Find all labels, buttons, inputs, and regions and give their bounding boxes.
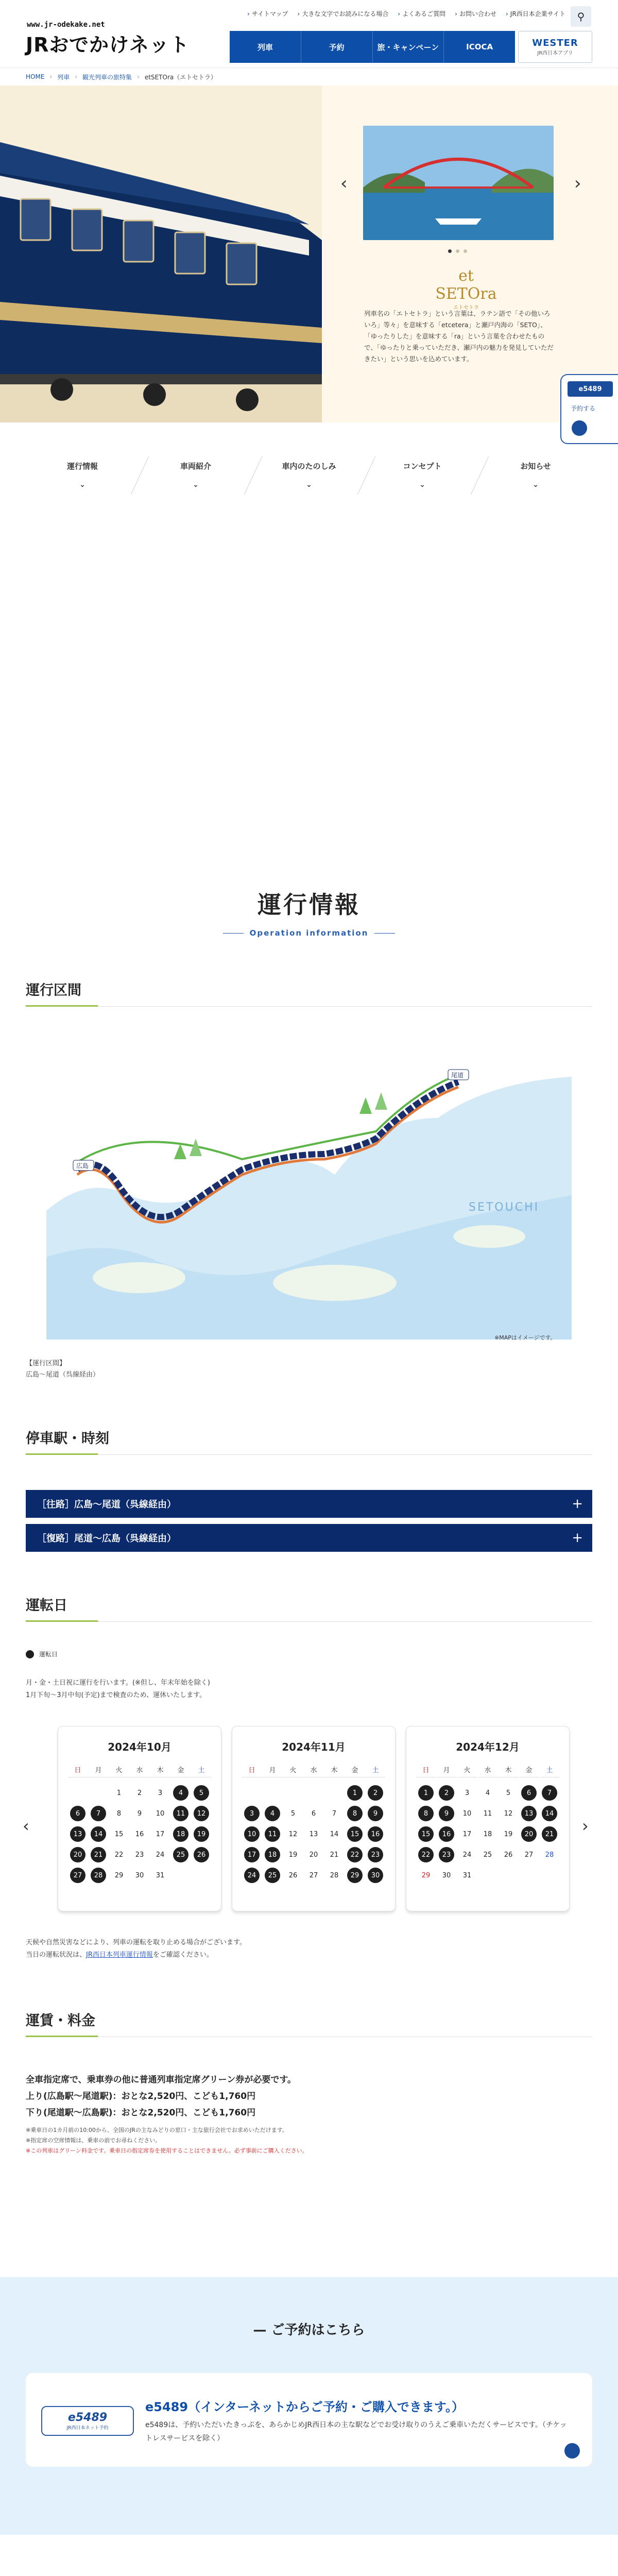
legend-dot-icon: [26, 1650, 34, 1658]
calendar-next-icon[interactable]: ›: [582, 1816, 589, 1836]
calendar-day: 20: [519, 1824, 539, 1844]
map-label-setouchi: SETOUCHI: [469, 1201, 540, 1214]
weekday-header: 水: [130, 1762, 149, 1777]
calendar-title: 2024年12月: [456, 1741, 520, 1753]
operation-info-link[interactable]: JR西日本列車運行情報: [86, 1951, 153, 1959]
calendar-day: 29: [114, 1871, 124, 1879]
calendar-day: 2: [366, 1783, 385, 1803]
calendar-day: 10: [156, 1809, 165, 1818]
calendar-day: 30: [442, 1871, 451, 1879]
weekday-header: 水: [304, 1762, 323, 1777]
calendar-blank: [263, 1783, 282, 1803]
logo-url: www.jr-odekake.net: [27, 21, 105, 29]
calendar-blank: [283, 1783, 303, 1803]
hero: [0, 86, 618, 422]
nav-train[interactable]: 列車: [257, 42, 273, 52]
calendar-blank: [89, 1783, 108, 1803]
calendar-day: 14: [89, 1824, 108, 1844]
calendar-legend: [26, 1650, 58, 1658]
breadcrumb-tourist[interactable]: 観光列車の旅特集: [82, 73, 132, 81]
calendar-day: 4: [171, 1783, 191, 1803]
calendar-day: 14: [540, 1803, 559, 1824]
arrow-circle-icon: [564, 2443, 580, 2459]
calendar-day: 26: [504, 1851, 513, 1859]
wester-sub: JR西日本アプリ: [537, 50, 573, 56]
operation-section-title: [0, 886, 618, 938]
weekday-header: 木: [150, 1762, 170, 1777]
etsetora-brand-kana: エトセトラ: [453, 305, 479, 311]
days-heading: 運転日: [26, 1594, 592, 1622]
calendar-day: 25: [483, 1851, 492, 1859]
accordion-outbound[interactable]: [26, 1490, 592, 1518]
map-label-onomichi: 尾道: [451, 1072, 464, 1079]
calendar-day: 30: [135, 1871, 144, 1879]
calendar-day: 28: [545, 1851, 554, 1859]
calendar-blank: [324, 1783, 344, 1803]
anchor-concept[interactable]: [366, 453, 479, 500]
global-nav: [230, 31, 515, 63]
etsetora-brand: et SETOra: [435, 267, 497, 303]
calendar-october: [58, 1726, 221, 1911]
calendar-day: 19: [288, 1851, 298, 1859]
calendar-day: 13: [68, 1824, 88, 1844]
calendar-day: 10: [462, 1809, 472, 1818]
fare-intro: 全車指定席で、乗車券の他に普通列車指定席グリーン券が必要です。: [26, 2075, 296, 2085]
anchor-news[interactable]: [479, 453, 592, 500]
calendar-grid: [58, 1762, 221, 1886]
calendar-day: 7: [540, 1783, 559, 1803]
e5489-logo-text: e5489: [67, 2411, 108, 2424]
slider-dot[interactable]: [464, 249, 467, 253]
calendar-day: 9: [366, 1803, 385, 1824]
calendar-day: 10: [242, 1824, 262, 1844]
operation-subtitle: Operation information: [0, 928, 618, 938]
calendar-day: 27: [524, 1851, 534, 1859]
calendar-day: 23: [135, 1851, 144, 1859]
calendar-day: 25: [263, 1865, 282, 1886]
nav-reserve[interactable]: 予約: [301, 31, 372, 63]
calendar-day: 15: [114, 1830, 124, 1838]
calendar-grid: [232, 1762, 395, 1886]
calendar-blank: [304, 1783, 323, 1803]
calendar-day: 1: [345, 1783, 365, 1803]
calendar-day: 15: [416, 1824, 436, 1844]
map-caption: ※MAPはイメージです。: [494, 1334, 556, 1341]
anchor-label: 運行情報: [66, 462, 98, 471]
legend-label: 運転日: [39, 1651, 58, 1658]
etsetora-logo: [430, 267, 502, 311]
fare-heading: 運賃・料金: [26, 2009, 592, 2037]
weekday-header: 月: [263, 1762, 282, 1777]
calendar-day: 2: [437, 1783, 456, 1803]
calendar-day: 18: [171, 1824, 191, 1844]
weekday-header: 日: [242, 1762, 262, 1777]
weekday-header: 火: [283, 1762, 303, 1777]
utility-corporate[interactable]: › JR西日本企業サイト: [506, 9, 565, 18]
accordion-outbound-label: ［往路］広島～尾道（呉線経由）: [37, 1499, 176, 1510]
weekday-header: 日: [68, 1762, 88, 1777]
chevron-down-icon: ⌄: [533, 481, 539, 489]
calendar-day: 28: [89, 1865, 108, 1886]
hero-train-image: [0, 86, 322, 422]
arrow-circle-icon: [572, 420, 587, 436]
calendar-day: 24: [242, 1865, 262, 1886]
hero-description: 列車名の「エトセトラ」という言葉は、ラテン語で「その他いろいろ」等々」を意味する「etcetera」と瀬戸内海の「SETO」、「ゆったりした」を意味する「ra」という言葉を合わせたもので、「ゆったりと乗っていただき、瀬戸内の魅力を発見していただきたい」という思いを込めています。: [364, 310, 554, 363]
calendar-day: 19: [192, 1824, 211, 1844]
calendar-day: 21: [89, 1844, 108, 1865]
route-label: 【運行区間】: [26, 1360, 66, 1367]
calendar-day: 26: [192, 1844, 211, 1865]
calendar-day: 14: [330, 1830, 339, 1838]
reserve-section: [0, 2277, 618, 2535]
site-logo[interactable]: JRおでかけネット: [26, 33, 190, 56]
calendar-day: 6: [68, 1803, 88, 1824]
anchor-label: コンセプト: [403, 462, 442, 471]
e5489-card[interactable]: [26, 2373, 592, 2467]
utility-large-text[interactable]: › 大きな文字でお読みになる場合: [298, 9, 389, 18]
wester-app-button[interactable]: [518, 31, 592, 63]
weekday-header: 月: [437, 1762, 456, 1777]
e5489-logo-sub: JR西日本ネット予約: [66, 2426, 109, 2431]
calendar-day: 23: [366, 1844, 385, 1865]
calendar-day: 29: [345, 1865, 365, 1886]
calendar-day: 16: [135, 1830, 144, 1838]
weekday-header: 水: [478, 1762, 497, 1777]
weekday-header: 土: [192, 1762, 211, 1777]
calendar-day: 30: [366, 1865, 385, 1886]
utility-faq[interactable]: › よくあるご質問: [398, 9, 445, 18]
anchor-vehicles[interactable]: [139, 453, 252, 500]
chevron-down-icon: ⌄: [193, 481, 199, 489]
slider-dot[interactable]: [448, 249, 452, 253]
plus-icon: +: [572, 1496, 583, 1512]
calendar-day: 6: [311, 1809, 316, 1818]
weekday-header: 火: [457, 1762, 477, 1777]
route-map: [46, 1041, 572, 1340]
calendar-day: 13: [309, 1830, 318, 1838]
breadcrumb-home[interactable]: HOME: [26, 73, 45, 80]
calendar-day: 16: [437, 1824, 456, 1844]
calendar-day: 28: [330, 1871, 339, 1879]
calendar-day: 13: [519, 1803, 539, 1824]
calendar-day: 7: [332, 1809, 337, 1818]
calendar-day: 20: [68, 1844, 88, 1865]
breadcrumb-train[interactable]: 列車: [57, 73, 70, 81]
weekday-header: 月: [89, 1762, 108, 1777]
utility-nav: [247, 9, 565, 18]
calendar-day: 8: [345, 1803, 365, 1824]
calendar-day: 31: [156, 1871, 165, 1879]
operation-note-2: [26, 1950, 213, 1961]
search-icon[interactable]: ⚲: [571, 6, 591, 27]
calendar-day: 16: [366, 1824, 385, 1844]
fare-note-2: ※指定席の空席情報は、乗車の前でお尋ねください。: [26, 2137, 161, 2144]
stops-heading: 停車駅・時刻: [26, 1427, 592, 1455]
calendar-day: 11: [263, 1824, 282, 1844]
calendar-december: [406, 1726, 570, 1911]
slider-dot[interactable]: [456, 249, 459, 253]
calendar-november: [232, 1726, 396, 1911]
calendar-day: 8: [416, 1803, 436, 1824]
calendar-day: 4: [485, 1789, 490, 1797]
side-banner-text: 予約する: [571, 405, 596, 412]
calendar-day: 19: [504, 1830, 513, 1838]
weekday-header: 金: [171, 1762, 191, 1777]
calendar-day: 3: [465, 1789, 470, 1797]
nav-icoca[interactable]: ICOCA: [443, 31, 515, 63]
slider-dots: [448, 249, 467, 253]
breadcrumb: HOME › 列車 › 観光列車の旅特集 › etSETOra（エトセトラ）: [0, 68, 618, 86]
note-2-pre: 当日の運転状況は、: [26, 1951, 87, 1959]
calendar-day: 1: [116, 1789, 122, 1797]
anchor-label: 車両紹介: [180, 462, 211, 471]
calendar-day: 27: [309, 1871, 318, 1879]
calendar-day: 3: [158, 1789, 163, 1797]
calendar-prev-icon[interactable]: ‹: [23, 1816, 29, 1836]
weekday-header: 木: [324, 1762, 344, 1777]
calendar-day: 3: [242, 1803, 262, 1824]
calendar-title: 2024年11月: [282, 1741, 346, 1753]
weekday-header: 金: [345, 1762, 365, 1777]
slider-next-icon[interactable]: ›: [574, 173, 581, 194]
days-text-1: 月・金・土日祝に運行を行います。(※但し、年末年始を除く): [26, 1679, 210, 1687]
calendar-day: 5: [506, 1789, 511, 1797]
calendar-day: 24: [462, 1851, 472, 1859]
calendar-grid: [406, 1762, 569, 1886]
fare-up: 上り(広島駅～尾道駅)：おとな2,520円、こども1,760円: [26, 2091, 256, 2102]
calendar-day: 12: [192, 1803, 211, 1824]
calendar-day: 20: [309, 1851, 318, 1859]
calendar-day: 7: [89, 1803, 108, 1824]
e5489-logo: [41, 2406, 134, 2436]
anchor-nav: [26, 453, 592, 500]
chevron-down-icon: ⌄: [419, 481, 425, 489]
fare-down: 下り(尾道駅～広島駅)：おとな2,520円、こども1,760円: [26, 2108, 256, 2118]
reserve-heading: — ご予約はこちら: [0, 2319, 618, 2338]
weekday-header: 木: [499, 1762, 518, 1777]
breadcrumb-current: etSETOra（エトセトラ）: [144, 73, 217, 81]
calendar-day: 2: [137, 1789, 142, 1797]
accordion-inbound-label: ［復路］尾道～広島（呉線経由）: [37, 1533, 176, 1544]
calendar-day: 4: [263, 1803, 282, 1824]
utility-sitemap[interactable]: › サイトマップ: [247, 9, 288, 18]
calendar-day: 24: [156, 1851, 165, 1859]
calendar-day: 8: [116, 1809, 122, 1818]
slider-image-bridge: [363, 126, 554, 240]
calendar-day: 17: [462, 1830, 472, 1838]
calendar-day: 15: [345, 1824, 365, 1844]
days-text-2: 1月下旬～3月中旬(予定)まで検査のため、運休いたします。: [26, 1691, 207, 1699]
fare-note-1: ※乗車日の1カ月前の10:00から、全国のJRの主なみどりの窓口・主な旅行会社でお求めいただけます。: [26, 2127, 288, 2133]
route-heading: 運行区間: [26, 979, 592, 1007]
calendar-day: 1: [416, 1783, 436, 1803]
site-header: [0, 0, 618, 68]
calendar-day: 17: [156, 1830, 165, 1838]
calendar-day: 23: [437, 1844, 456, 1865]
calendar-day: 21: [540, 1824, 559, 1844]
calendar-day: 17: [242, 1844, 262, 1865]
calendar-day: 25: [171, 1844, 191, 1865]
e5489-description: e5489は、予約いただいたきっぷを、あらかじめJR西日本の主な駅などでお受け取りのうえご乗車いただくサービスです。（チケットレスサービスを除く）: [145, 2421, 567, 2443]
calendar-blank: [68, 1783, 88, 1803]
plus-icon: +: [572, 1530, 583, 1546]
slider-prev-icon[interactable]: ‹: [340, 173, 348, 194]
anchor-label: 車内のたのしみ: [282, 462, 336, 471]
operation-note-1: 天候や自然災害などにより、列車の運転を取り止める場合がございます。: [26, 1939, 246, 1946]
calendar-title: 2024年10月: [108, 1741, 171, 1753]
calendar-day: 21: [330, 1851, 339, 1859]
weekday-header: 土: [540, 1762, 559, 1777]
calendar-day: 18: [483, 1830, 492, 1838]
map-label-hiroshima: 広島: [76, 1162, 89, 1170]
chevron-down-icon: ⌄: [79, 481, 85, 489]
route-value: 広島～尾道（呉線経由）: [26, 1371, 100, 1379]
calendar-day: 22: [345, 1844, 365, 1865]
weekday-header: 土: [366, 1762, 385, 1777]
calendar-day: 26: [288, 1871, 298, 1879]
weekday-header: 火: [109, 1762, 129, 1777]
calendar-day: 5: [290, 1809, 296, 1818]
note-2-post: をご確認ください。: [152, 1951, 213, 1959]
calendar-day: 11: [171, 1803, 191, 1824]
calendar-day: 11: [483, 1809, 492, 1818]
calendar-day: 12: [504, 1809, 513, 1818]
calendar-day: 6: [519, 1783, 539, 1803]
weekday-header: 金: [519, 1762, 539, 1777]
side-reserve-banner[interactable]: [560, 374, 618, 444]
e5489-title: e5489（インターネットからご予約・ご購入できます。）: [145, 2400, 464, 2414]
calendar-day: 22: [416, 1844, 436, 1865]
utility-contact[interactable]: › お問い合わせ: [455, 9, 496, 18]
calendar-carousel: [23, 1726, 592, 1911]
calendar-day: 9: [137, 1809, 142, 1818]
operation-title: 運行情報: [258, 891, 360, 919]
hero-slider: [322, 86, 618, 422]
anchor-label: お知らせ: [520, 462, 551, 471]
anchor-operation[interactable]: [26, 453, 139, 500]
nav-campaign[interactable]: 旅・キャンペーン: [372, 31, 444, 63]
calendar-day: 31: [462, 1871, 472, 1879]
anchor-onboard[interactable]: [252, 453, 366, 500]
calendar-day: 9: [437, 1803, 456, 1824]
e5489-logo: e5489: [568, 381, 613, 397]
accordion-inbound[interactable]: [26, 1524, 592, 1552]
chevron-down-icon: ⌄: [306, 481, 312, 489]
fare-note-3: ※この列車はグリーン料金です。乗車日の指定席券を使用することはできません。必ず事前にご購入ください。: [26, 2147, 308, 2154]
calendar-day: 29: [421, 1871, 431, 1879]
calendar-blank: [242, 1783, 262, 1803]
calendar-day: 22: [114, 1851, 124, 1859]
calendar-day: 27: [68, 1865, 88, 1886]
calendar-day: 12: [288, 1830, 298, 1838]
calendar-day: 5: [192, 1783, 211, 1803]
weekday-header: 日: [416, 1762, 436, 1777]
calendar-day: 18: [263, 1844, 282, 1865]
wester-title: WESTER: [532, 38, 578, 48]
